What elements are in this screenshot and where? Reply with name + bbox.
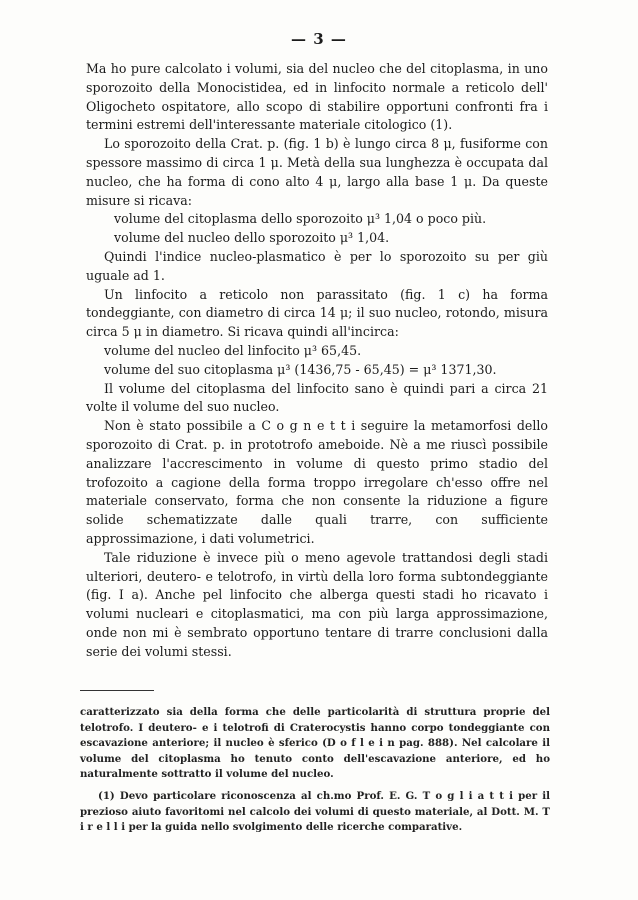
formula-line: volume del nucleo dello sporozoito μ³ 1,04. — [114, 230, 390, 246]
main-text — [86, 60, 548, 662]
paragraph: Lo sporozoito della Crat. p. (fig. 1 b) è lungo circa 8 μ, fusiforme con spessore massimo di circa 1 μ. Metà della sua lunghezza è occupata dal nucleo, che ha forma di cono alto 4 μ, largo alla base 1 μ. Da queste misure si ricava: — [86, 136, 548, 208]
footnote-divider — [80, 690, 154, 691]
footnotes — [80, 705, 550, 836]
footnote-continuation: caratterizzato sia della forma che delle particolarità di struttura proprie del telotrofo. I deutero- e i telotrofi di Craterocystis hanno corpo tondeggiante con escavazione anteriore; il nucleo è sferico (D o f l e i n pag. 888). Nel calcolare il volume del citoplasma ho tenuto conto dell'escavazione anteriore, ed ho naturalmente sottratto il volume del nucleo. — [80, 706, 550, 781]
footnote: (1) Devo particolare riconoscenza al ch.mo Prof. E. G. T o g l i a t t i per il prezioso aiuto favoritomi nel calcolo dei volumi di questo materiale, al Dott. M. T i r e l l i per la guida nello svolgimento delle ricerche comparative. — [80, 789, 550, 834]
formula-line: volume del suo citoplasma μ³ (1436,75 - 65,45) = μ³ 1371,30. — [104, 361, 497, 377]
formula-line: volume del nucleo del linfocito μ³ 65,45. — [104, 342, 362, 358]
paragraph: Tale riduzione è invece più o meno agevole trattandosi degli stadi ulteriori, deutero- e telotrofo, in virtù della loro forma subtondeggiante (fig. I a). Anche pel linfocito che alberga questi stadi ho ricavato i volumi nucleari e citoplasmatici, ma con più larga approssimazione, onde non mi è sembrato opportuno tentare di trarre conclusioni dalla serie dei volumi stessi. — [86, 549, 548, 659]
paragraph: Non è stato possibile a C o g n e t t i seguire la metamorfosi dello sporozoito di Crat. p. in prototrofo ameboide. Nè a me riuscì possibile analizzare l'accrescimento in volume di questo primo stadio del trofozoito a cagione della forma troppo irregolare ch'esso offre nel materiale conservato, forma che non consente la riduzione a figure solide schematizzate dalle quali trarre, con sufficiente approssimazione, i dati volumetrici. — [86, 418, 548, 546]
paragraph: Un linfocito a reticolo non parassitato (fig. 1 c) ha forma tondeggiante, con diametro di circa 14 μ; il suo nucleo, rotondo, misura circa 5 μ in diametro. Si ricava quindi all'incirca: — [86, 286, 548, 340]
page-number: — 3 — — [291, 30, 347, 48]
paragraph: Quindi l'indice nucleo-plasmatico è per lo sporozoito su per giù uguale ad 1. — [86, 248, 548, 283]
formula-line: volume del citoplasma dello sporozoito μ³ 1,04 o poco più. — [114, 211, 487, 227]
paragraph: Ma ho pure calcolato i volumi, sia del nucleo che del citoplasma, in uno sporozoito della Monocistidea, ed in linfocito normale a reticolo dell' Oligocheto ospitatore, allo scopo di stabilire opportuni confronti fra i termini estremi dell'interessante materiale citologico (1). — [86, 61, 548, 133]
paragraph: Il volume del citoplasma del linfocito sano è quindi pari a circa 21 volte il volume del suo nucleo. — [86, 380, 548, 415]
